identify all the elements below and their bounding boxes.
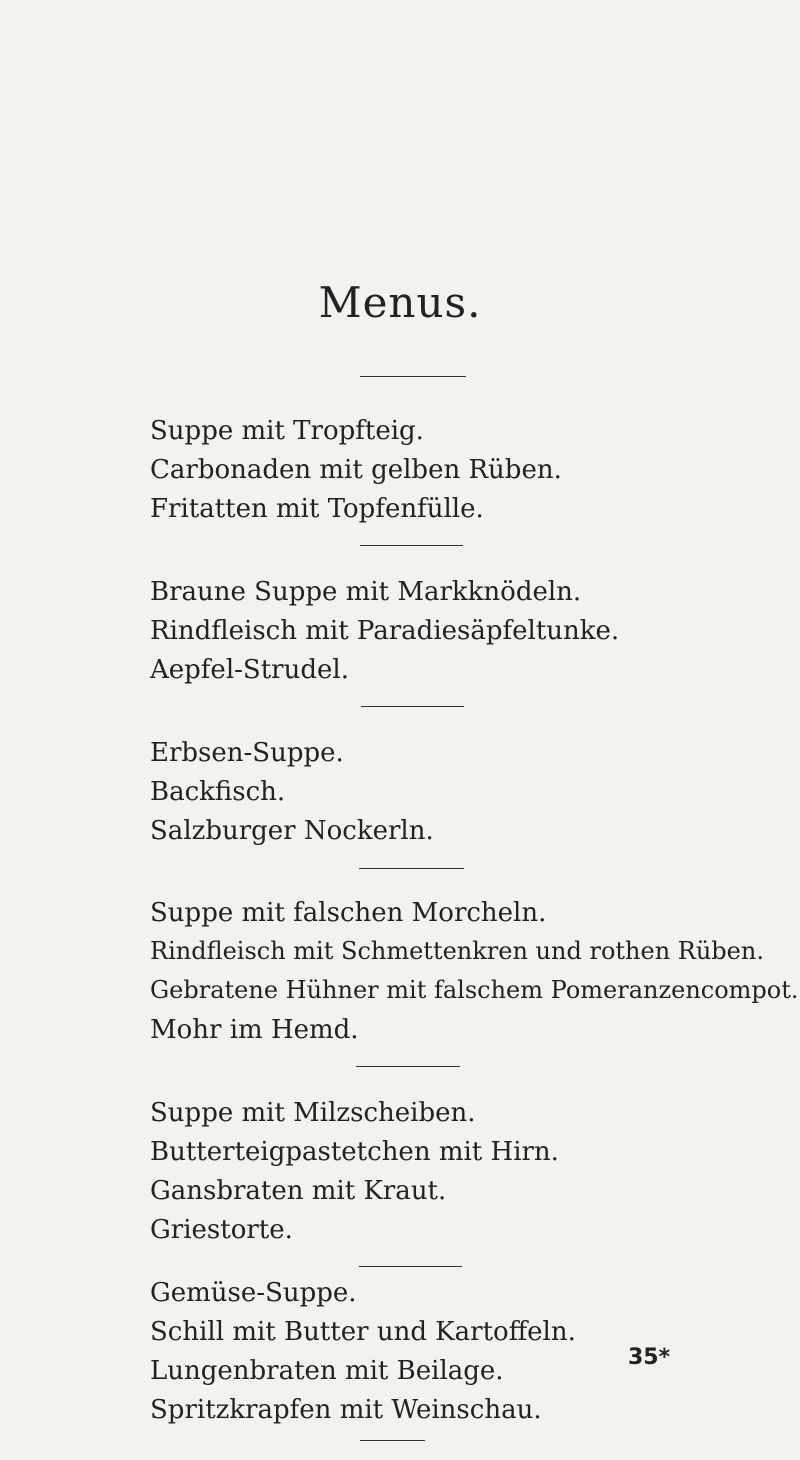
menu-item: Spritzkrapfen mit Weinschau. xyxy=(150,1395,542,1425)
menu-item: Suppe mit Tropfteig. xyxy=(150,416,424,446)
menu-item: Suppe mit Milzscheiben. xyxy=(150,1098,476,1128)
menu-item: Gebratene Hühner mit falschem Pomeranzencompot. xyxy=(150,976,799,1004)
menu-item: Braune Suppe mit Markknödeln. xyxy=(150,577,582,607)
menu-item: Suppe mit falschen Morcheln. xyxy=(150,898,547,928)
page-number: 35* xyxy=(628,1345,671,1370)
separator-rule xyxy=(361,706,464,707)
menu-item: Rindfleisch mit Paradiesäpfeltunke. xyxy=(150,616,620,646)
menu-item: Carbonaden mit gelben Rüben. xyxy=(150,455,562,485)
menu-item: Gansbraten mit Kraut. xyxy=(150,1176,447,1206)
separator-rule xyxy=(359,868,464,869)
menu-item: Gemüse-Suppe. xyxy=(150,1278,357,1308)
separator-rule xyxy=(360,1440,425,1441)
separator-rule xyxy=(360,376,466,377)
separator-rule xyxy=(356,1066,460,1067)
menu-item: Schill mit Butter und Kartoffeln. xyxy=(150,1317,576,1347)
menu-item: Mohr im Hemd. xyxy=(150,1015,359,1045)
menu-item: Aepfel-Strudel. xyxy=(150,655,349,685)
separator-rule xyxy=(359,1266,462,1267)
menu-item: Griestorte. xyxy=(150,1215,293,1245)
menu-item: Backfisch. xyxy=(150,777,286,807)
menu-item: Lungenbraten mit Beilage. xyxy=(150,1356,504,1386)
menu-item: Salzburger Nockerln. xyxy=(150,816,434,846)
page-title: Menus. xyxy=(318,278,482,327)
separator-rule xyxy=(360,545,463,546)
menu-item: Rindfleisch mit Schmettenkren und rothen Rüben. xyxy=(150,937,764,965)
menu-item: Fritatten mit Topfenfülle. xyxy=(150,494,484,524)
menu-item: Butterteigpastetchen mit Hirn. xyxy=(150,1137,559,1167)
menu-item: Erbsen-Suppe. xyxy=(150,738,344,768)
